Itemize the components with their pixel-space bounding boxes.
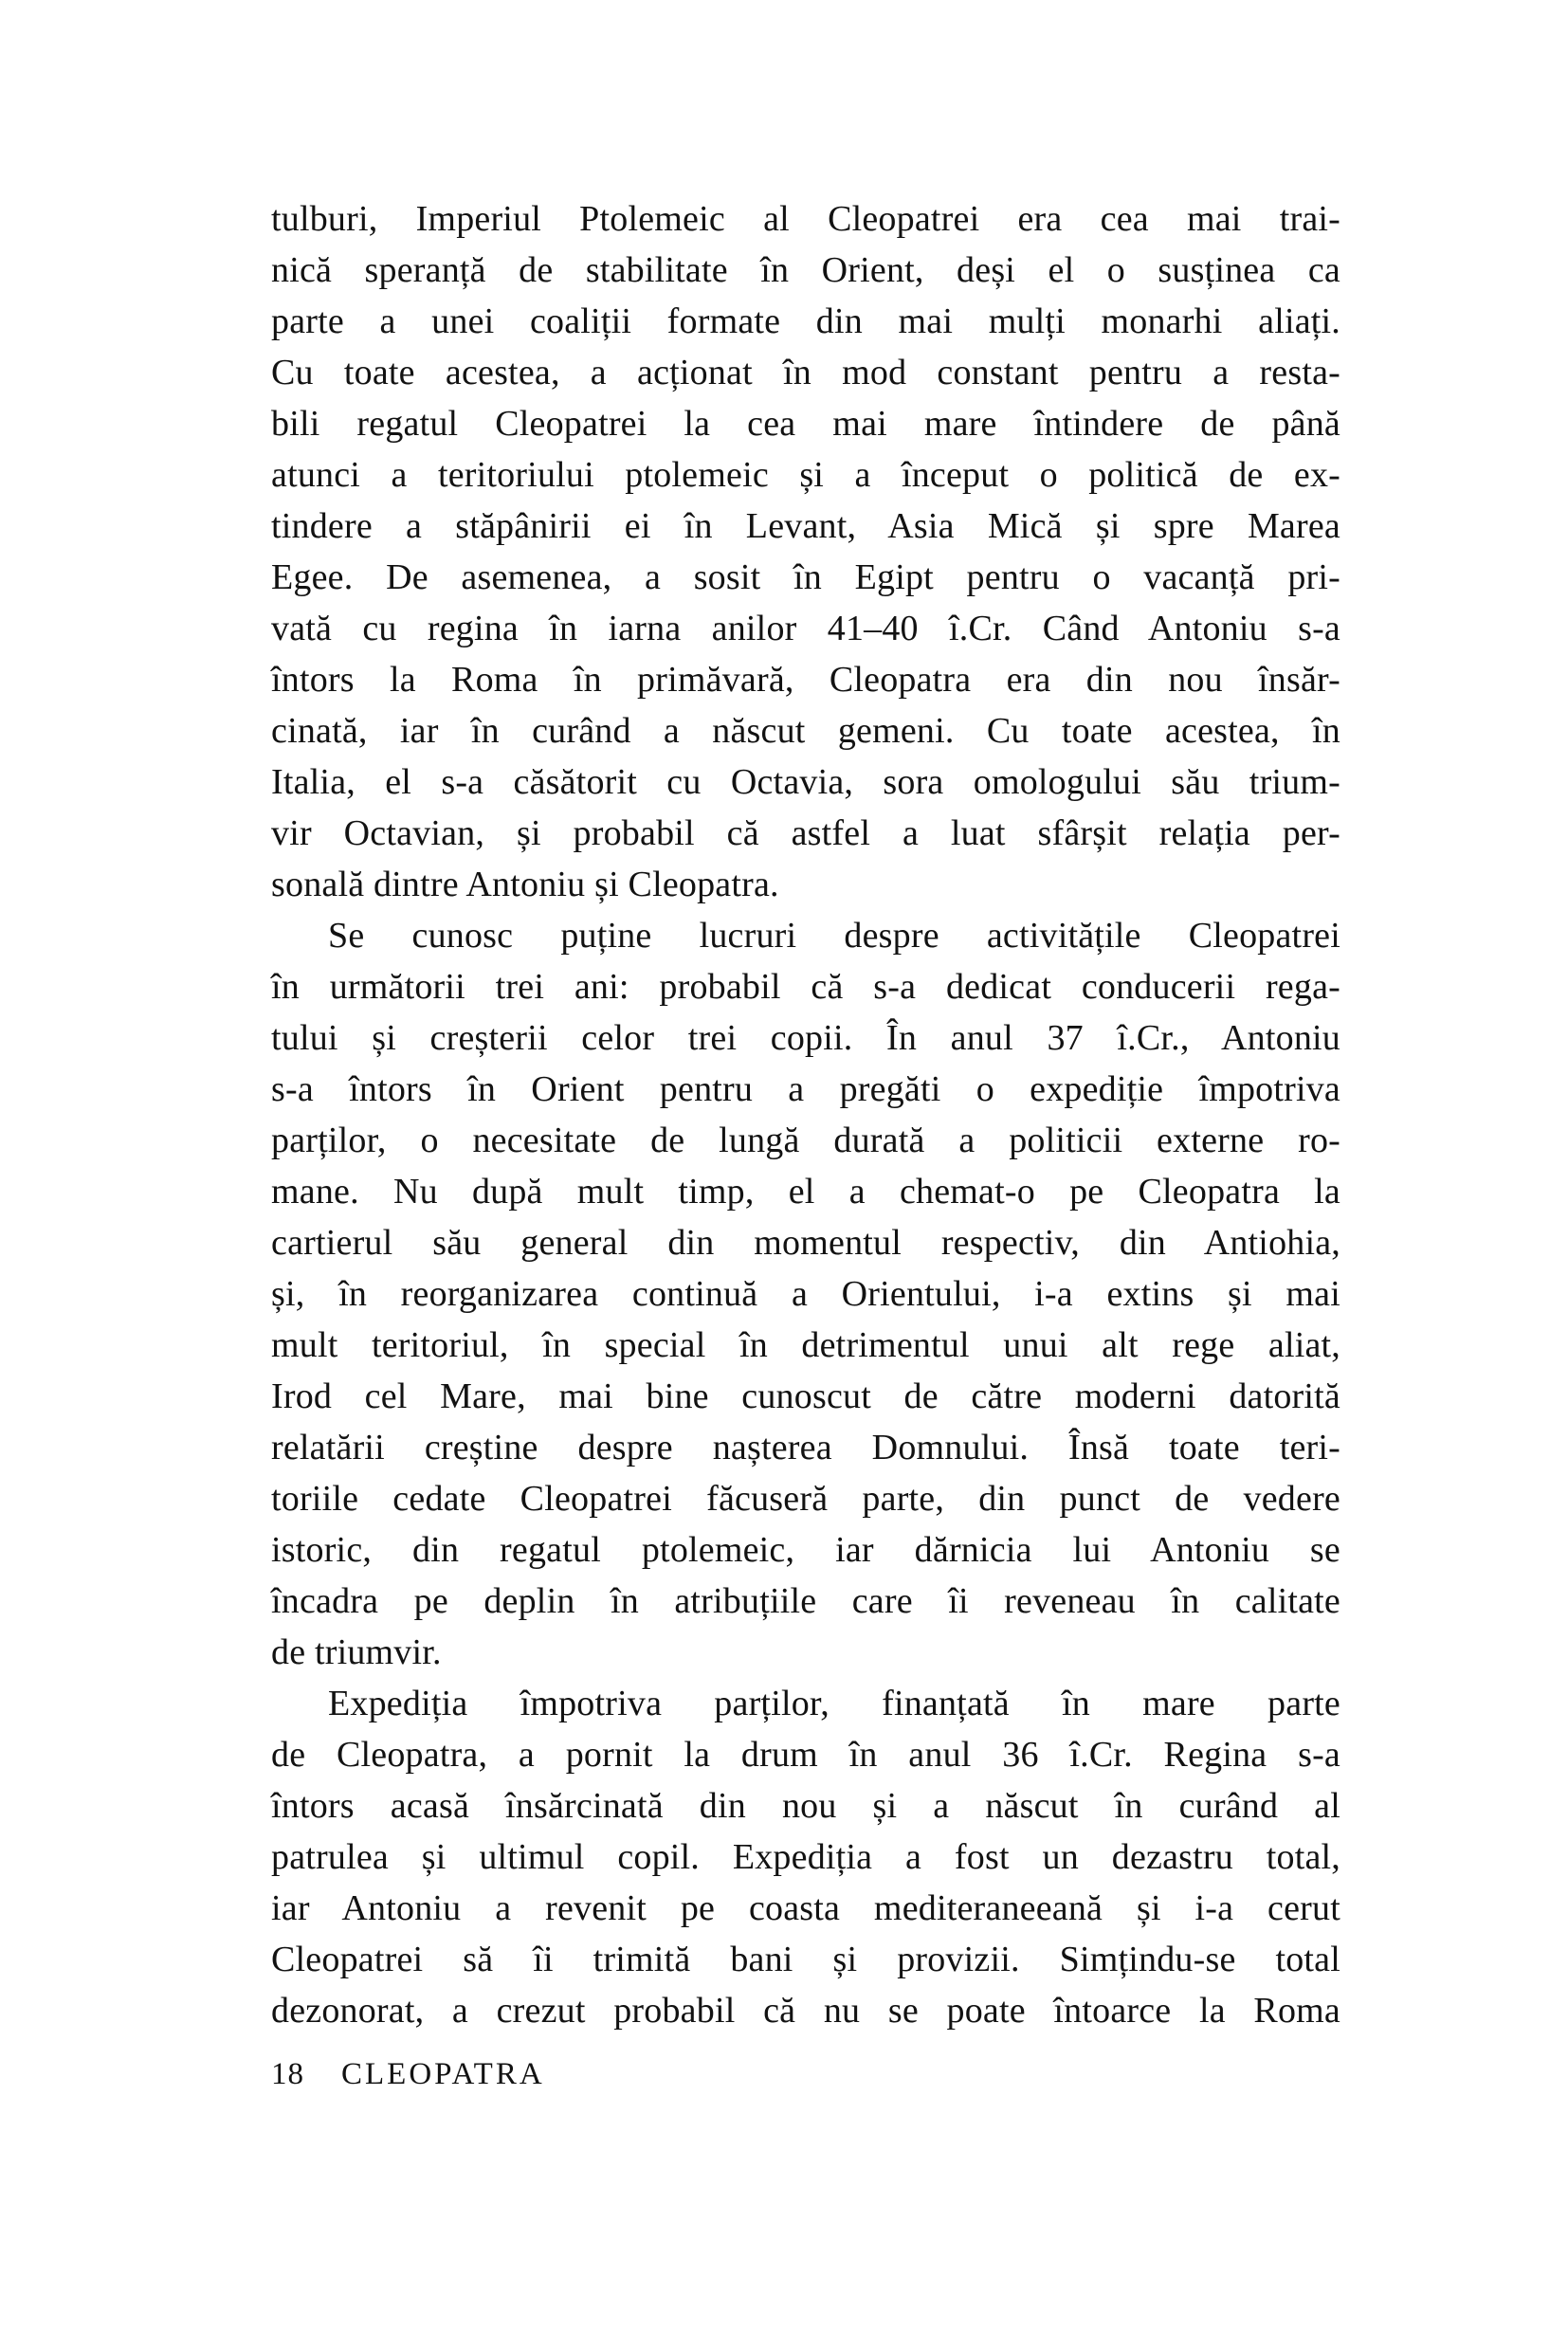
running-title: CLEOPATRA (341, 2057, 545, 2091)
text-line: și, în reorganizarea continuă a Orientului, i-a extins și mai (271, 1274, 1340, 1314)
text-line: încadra pe deplin în atribuțiile care îi reveneau în calitate (271, 1581, 1340, 1621)
text-line: întors la Roma în primăvară, Cleopatra era din nou însăr- (271, 660, 1340, 700)
text-line: Se cunosc puține lucruri despre activitățile Cleopatrei (328, 916, 1340, 956)
text-line: sonală dintre Antoniu și Cleopatra. (271, 865, 779, 904)
text-line: mane. Nu după mult timp, el a chemat-o pe Cleopatra la (271, 1172, 1340, 1212)
text-line: istoric, din regatul ptolemeic, iar dărnicia lui Antoniu se (271, 1530, 1340, 1570)
page-number: 18 (271, 2057, 304, 2091)
text-line: tindere a stăpânirii ei în Levant, Asia Mică și spre Marea (271, 506, 1340, 546)
text-line: vată cu regina în iarna anilor 41–40 î.Cr. Când Antoniu s-a (271, 609, 1340, 648)
text-line: atunci a teritoriului ptolemeic și a început o politică de ex- (271, 455, 1340, 495)
text-line: întors acasă însărcinată din nou și a născut în curând al (271, 1786, 1340, 1826)
text-line: vir Octavian, și probabil că astfel a luat sfârșit relația per- (271, 813, 1340, 853)
text-line: în următorii trei ani: probabil că s-a dedicat conducerii rega- (271, 967, 1340, 1007)
text-line: Irod cel Mare, mai bine cunoscut de către moderni datorită (271, 1376, 1340, 1416)
text-line: bili regatul Cleopatrei la cea mai mare întindere de până (271, 404, 1340, 444)
text-line: Egee. De asemenea, a sosit în Egipt pentru o vacanță pri- (271, 557, 1340, 597)
text-line: Italia, el s-a căsătorit cu Octavia, sora omologului său trium- (271, 762, 1340, 802)
text-line: iar Antoniu a revenit pe coasta mediteraneeană și i-a cerut (271, 1888, 1340, 1928)
body-text (271, 193, 1340, 2036)
text-line: toriile cedate Cleopatrei făcuseră parte, din punct de vedere (271, 1479, 1340, 1519)
text-line: parte a unei coaliții formate din mai mulți monarhi aliați. (271, 301, 1340, 341)
text-line: dezonorat, a crezut probabil că nu se poate întoarce la Roma (271, 1991, 1340, 2031)
text-line: mult teritoriul, în special în detrimentul unui alt rege aliat, (271, 1325, 1340, 1365)
text-line: cartierul său general din momentul respectiv, din Antiohia, (271, 1223, 1340, 1263)
text-line: tulburi, Imperiul Ptolemeic al Cleopatrei era cea mai trai- (271, 199, 1340, 239)
text-line: de triumvir. (271, 1632, 442, 1672)
text-line: tului și creșterii celor trei copii. În anul 37 î.Cr., Antoniu (271, 1018, 1340, 1058)
text-line: patrulea și ultimul copil. Expediția a fost un dezastru total, (271, 1837, 1340, 1877)
text-line: Cu toate acestea, a acționat în mod constant pentru a resta- (271, 353, 1340, 392)
text-line: de Cleopatra, a pornit la drum în anul 36 î.Cr. Regina s-a (271, 1735, 1340, 1775)
text-line: s-a întors în Orient pentru a pregăti o expediție împotriva (271, 1069, 1340, 1109)
text-line: relatării creștine despre nașterea Domnului. Însă toate teri- (271, 1428, 1340, 1467)
text-line: Expediția împotriva parților, finanțată în mare parte (328, 1684, 1340, 1723)
text-line: parților, o necesitate de lungă durată a politicii externe ro- (271, 1121, 1340, 1160)
text-line: Cleopatrei să îi trimită bani și provizii. Simțindu-se total (271, 1940, 1340, 1979)
text-line: cinată, iar în curând a născut gemeni. Cu toate acestea, în (271, 711, 1340, 751)
text-line: nică speranță de stabilitate în Orient, deși el o susținea ca (271, 250, 1340, 290)
page-footer (271, 2054, 545, 2094)
